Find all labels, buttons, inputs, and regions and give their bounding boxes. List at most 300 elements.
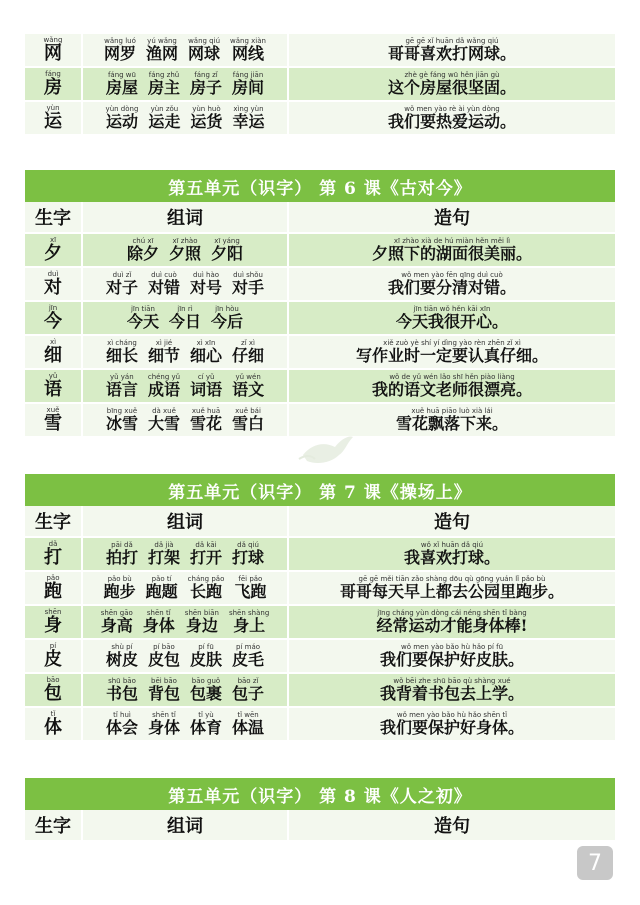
word: 皮肤 [190, 650, 223, 669]
header-sentence: 造句 [287, 506, 615, 536]
char-pinyin: xuě [46, 406, 60, 414]
word-pinyin: xì jié [155, 339, 173, 347]
sentence: 我们要保护好身体。 [379, 718, 524, 737]
word: 语言 [105, 380, 138, 399]
word-item [148, 644, 180, 668]
char-pinyin: jīn [48, 304, 58, 312]
word-pinyin: fáng zǐ [194, 71, 218, 79]
word-item [146, 38, 178, 62]
word: 房屋 [105, 78, 138, 97]
word-pinyin: chú xī [132, 237, 154, 245]
word: 房子 [190, 78, 223, 97]
word: 对号 [190, 278, 223, 297]
sentence: 哥哥每天早上都去公园里跑步。 [339, 582, 564, 601]
word-pinyin: bāo guǒ [191, 677, 221, 685]
word-pinyin: xī zhào [172, 237, 198, 245]
words-cell [81, 34, 287, 66]
words-cell [81, 302, 287, 334]
lesson8-table [25, 778, 615, 842]
char-cell [25, 234, 81, 266]
word: 飞跑 [234, 582, 267, 601]
word: 成语 [147, 380, 180, 399]
word: 包裹 [190, 684, 223, 703]
char-cell [25, 34, 81, 66]
header-words: 组词 [81, 202, 287, 232]
header-words: 组词 [81, 506, 287, 536]
table-row [25, 538, 615, 572]
word-item [106, 644, 138, 668]
word: 身边 [185, 616, 218, 635]
char-pinyin: xī [49, 236, 57, 244]
word: 皮包 [147, 650, 180, 669]
word: 打开 [190, 548, 223, 567]
word: 网线 [232, 44, 265, 63]
char: 对 [44, 277, 62, 298]
word-item [106, 272, 138, 296]
word: 身高 [100, 616, 133, 635]
word: 房间 [232, 78, 265, 97]
word: 身体 [142, 616, 175, 635]
word-item [232, 272, 264, 296]
word-pinyin: tǐ wēn [237, 711, 259, 719]
lesson6-table [25, 170, 615, 438]
word-pinyin: bāo zǐ [237, 677, 259, 685]
sentence: 这个房屋很坚固。 [387, 78, 516, 97]
lesson7-table [25, 474, 615, 742]
word-item [188, 576, 225, 600]
sentence: 我喜欢打球。 [403, 548, 500, 567]
word-item [232, 644, 264, 668]
word-pinyin: dà xuě [152, 407, 176, 415]
word-item [190, 72, 222, 96]
word-item [143, 610, 175, 634]
sentence-cell [287, 102, 615, 134]
word-item [190, 712, 222, 736]
word-pinyin: duì zǐ [112, 271, 132, 279]
sentence-pinyin: wǒ bēi zhe shū bāo qù shàng xué [393, 677, 511, 685]
word: 细节 [147, 346, 180, 365]
word-pinyin: dǎ qiú [237, 541, 259, 549]
lesson8-title: 第五单元（识字） 第 8 课《人之初》 [25, 778, 615, 810]
table-row [25, 370, 615, 404]
sentence-pinyin: jīng cháng yùn dòng cái néng shēn tǐ bàng [377, 609, 527, 617]
word-item [148, 272, 180, 296]
word: 皮毛 [232, 650, 265, 669]
char: 细 [44, 345, 62, 366]
word-pinyin: shēn tǐ [152, 711, 176, 719]
table-row [25, 102, 615, 136]
word-item [190, 340, 222, 364]
word-item [190, 106, 222, 130]
word-pinyin: pǎo bù [107, 575, 132, 583]
word-item [127, 238, 159, 262]
word-pinyin: duì cuò [151, 271, 177, 279]
word-pinyin: chéng yǔ [147, 373, 181, 381]
word: 运走 [148, 112, 181, 131]
table-row [25, 268, 615, 302]
word-pinyin: xì cháng [107, 339, 137, 347]
word-pinyin: yùn dòng [105, 105, 139, 113]
word: 体会 [105, 718, 138, 737]
char-pinyin: yùn [46, 104, 60, 112]
word: 渔网 [146, 44, 179, 63]
header-sentence: 造句 [287, 202, 615, 232]
header-char: 生字 [35, 512, 71, 533]
word-pinyin: shēn tǐ [146, 609, 171, 617]
word-item [106, 106, 139, 130]
word-item [148, 542, 180, 566]
char-cell [25, 336, 81, 368]
char-pinyin: pǎo [46, 574, 60, 582]
word-item [211, 238, 243, 262]
word-pinyin: pǎo tí [151, 575, 172, 583]
word-item [148, 106, 180, 130]
word: 网球 [188, 44, 221, 63]
word-item [232, 340, 264, 364]
char: 夕 [44, 243, 62, 264]
word: 书包 [105, 684, 138, 703]
word-pinyin: shū bāo [108, 677, 136, 685]
char-pinyin: yǔ [48, 372, 58, 380]
char: 网 [44, 43, 62, 64]
table-row [25, 302, 615, 336]
char-cell [25, 102, 81, 134]
word-item [148, 340, 180, 364]
header-char: 生字 [35, 816, 71, 837]
word-pinyin: dǎ jià [154, 541, 174, 549]
word-item [185, 610, 219, 634]
sentence-pinyin: wǒ men yào bǎo hù hǎo pí fū [400, 643, 504, 651]
word-item [190, 678, 222, 702]
words-cell [81, 68, 287, 100]
word: 体育 [190, 718, 223, 737]
sentence: 我们要保护好皮肤。 [379, 650, 524, 669]
word-item [101, 610, 133, 634]
word: 对手 [232, 278, 265, 297]
word-pinyin: jīn hòu [215, 305, 239, 313]
word-item [230, 38, 266, 62]
char: 体 [44, 717, 62, 738]
word-pinyin: yùn zǒu [150, 105, 179, 113]
word-item [190, 542, 222, 566]
char-pinyin: bāo [46, 676, 60, 684]
word: 词语 [190, 380, 223, 399]
word-pinyin: pāi dǎ [111, 541, 133, 549]
word-pinyin: fēi pǎo [238, 575, 263, 583]
table-row [25, 234, 615, 268]
words-cell [81, 102, 287, 134]
word-pinyin: wǎng xiàn [230, 37, 266, 45]
word: 仔细 [232, 346, 265, 365]
table-row [25, 674, 615, 708]
char-cell [25, 572, 81, 604]
word-item [190, 408, 222, 432]
word: 运动 [105, 112, 138, 131]
word: 运货 [190, 112, 223, 131]
word-item [106, 72, 138, 96]
sentence: 我背着书包去上学。 [379, 684, 524, 703]
word: 打架 [147, 548, 180, 567]
lesson6-header-row [25, 202, 615, 234]
word: 跑题 [145, 582, 178, 601]
word-item [169, 238, 201, 262]
sentence-cell [287, 708, 615, 740]
word: 对错 [147, 278, 180, 297]
header-char: 生字 [35, 208, 71, 229]
word: 体温 [232, 718, 265, 737]
header-words: 组词 [81, 810, 287, 840]
word-pinyin: jīn tiān [130, 305, 155, 313]
word-item [211, 306, 243, 330]
word-item [148, 712, 180, 736]
word-pinyin: yú wǎng [147, 37, 177, 45]
char-pinyin: tǐ [50, 710, 56, 718]
header-sentence: 造句 [287, 810, 615, 840]
word-item [106, 542, 138, 566]
char-cell [25, 302, 81, 334]
words-cell [81, 640, 287, 672]
word-pinyin: xuě bái [235, 407, 261, 415]
table-row [25, 34, 615, 68]
char: 包 [44, 683, 62, 704]
char-cell [25, 68, 81, 100]
sentence-pinyin: zhè gè fáng wū hěn jiān gù [404, 71, 500, 79]
word-pinyin: wǎng luó [104, 37, 136, 45]
lesson7-header-row [25, 506, 615, 538]
word-item [127, 306, 159, 330]
word-item [190, 272, 222, 296]
word-pinyin: xuě huā [191, 407, 221, 415]
word: 细长 [105, 346, 138, 365]
word-item [229, 610, 269, 634]
word-pinyin: yǔ wén [235, 373, 261, 381]
word: 包子 [232, 684, 265, 703]
sentence-pinyin: gē gē měi tiān zǎo shàng dōu qù gōng yuán lǐ pǎo bù [358, 575, 546, 583]
char: 跑 [44, 581, 62, 602]
sentence-pinyin: wǒ men yào bǎo hù hǎo shēn tǐ [396, 711, 508, 719]
table-continued [25, 34, 615, 136]
word-item [148, 72, 180, 96]
char-pinyin: wǎng [43, 36, 63, 44]
sentence-pinyin: gē gē xǐ huān dǎ wǎng qiú [405, 37, 499, 45]
word-item [232, 712, 264, 736]
lesson8-header-row [25, 810, 615, 842]
sentence-cell [287, 606, 615, 638]
word-pinyin: pí bāo [153, 643, 175, 651]
word: 雪花 [190, 414, 223, 433]
sentence-cell [287, 640, 615, 672]
word-item [106, 408, 138, 432]
char-cell [25, 674, 81, 706]
words-cell [81, 234, 287, 266]
char: 身 [44, 615, 62, 636]
char: 语 [44, 379, 62, 400]
word: 对子 [105, 278, 138, 297]
word: 背包 [147, 684, 180, 703]
char: 雪 [44, 413, 62, 434]
word: 细心 [190, 346, 223, 365]
sentence-cell [287, 370, 615, 402]
sentence: 哥哥喜欢打网球。 [387, 44, 516, 63]
char-pinyin: xì [49, 338, 57, 346]
sentence-pinyin: jīn tiān wǒ hěn kāi xīn [413, 305, 491, 313]
word-pinyin: duì shǒu [233, 271, 263, 279]
word-pinyin: wǎng qiú [188, 37, 221, 45]
word: 夕照 [168, 244, 201, 263]
char-pinyin: duì [47, 270, 59, 278]
words-cell [81, 572, 287, 604]
sentence: 写作业时一定要认真仔细。 [355, 346, 548, 365]
word: 树皮 [105, 650, 138, 669]
word-item [104, 38, 136, 62]
word-pinyin: shēn gāo [100, 609, 133, 617]
word-item [190, 374, 222, 398]
word: 拍打 [105, 548, 138, 567]
words-cell [81, 370, 287, 402]
word-pinyin: zǐ xì [241, 339, 255, 347]
word: 身上 [233, 616, 266, 635]
sentence: 夕照下的湖面很美丽。 [371, 244, 532, 263]
word-pinyin: dǎ kāi [195, 541, 217, 549]
sentence: 我的语文老师很漂亮。 [371, 380, 532, 399]
sentence-pinyin: xuě huā piāo luò xià lái [411, 407, 493, 415]
word-item [106, 678, 138, 702]
word: 身体 [147, 718, 180, 737]
word: 语文 [232, 380, 265, 399]
sentence-cell [287, 234, 615, 266]
word-item [169, 306, 201, 330]
word-item [148, 678, 180, 702]
word-pinyin: tǐ yù [198, 711, 214, 719]
sentence-cell [287, 336, 615, 368]
word: 除夕 [126, 244, 159, 263]
word-item [232, 374, 264, 398]
words-cell [81, 336, 287, 368]
words-cell [81, 404, 287, 436]
word: 房主 [147, 78, 180, 97]
char-cell [25, 640, 81, 672]
char: 皮 [44, 649, 62, 670]
words-cell [81, 268, 287, 300]
sentence-pinyin: wǒ men yào rè ài yùn dòng [404, 105, 500, 113]
sentence-cell [287, 572, 615, 604]
word-pinyin: shù pí [111, 643, 133, 651]
word-item [106, 712, 138, 736]
char-pinyin: pí [49, 642, 57, 650]
table-row [25, 640, 615, 674]
lesson6-title: 第五单元（识字） 第 6 课《古对今》 [25, 170, 615, 202]
char-cell [25, 606, 81, 638]
table-row [25, 708, 615, 742]
dove-watermark-icon [295, 425, 355, 475]
word-item [106, 340, 138, 364]
sentence: 经常运动才能身体棒! [376, 616, 528, 635]
word: 长跑 [190, 582, 223, 601]
page-number-badge: 7 [577, 846, 613, 880]
lesson7-title: 第五单元（识字） 第 7 课《操场上》 [25, 474, 615, 506]
sentence-cell [287, 674, 615, 706]
word-pinyin: yùn huò [192, 105, 221, 113]
word-item [148, 408, 180, 432]
sentence-pinyin: wǒ xǐ huān dǎ qiú [420, 541, 484, 549]
char-cell [25, 538, 81, 570]
word-item [232, 408, 264, 432]
word-pinyin: fáng jiān [232, 71, 264, 79]
word-pinyin: yǔ yán [109, 373, 134, 381]
word-item [148, 374, 180, 398]
table-row [25, 336, 615, 370]
word: 冰雪 [105, 414, 138, 433]
word: 幸运 [232, 112, 265, 131]
word-item [232, 72, 264, 96]
char-cell [25, 708, 81, 740]
word-item [232, 106, 264, 130]
sentence-pinyin: wǒ men yào fēn qīng duì cuò [401, 271, 503, 279]
sentence-cell [287, 68, 615, 100]
sentence: 雪花飘落下来。 [395, 414, 508, 433]
char-pinyin: shēn [44, 608, 62, 616]
word: 跑步 [103, 582, 136, 601]
sentence-pinyin: wǒ de yǔ wén lǎo shī hěn piào liàng [389, 373, 515, 381]
word-pinyin: jīn rì [177, 305, 193, 313]
sentence: 今天我很开心。 [395, 312, 508, 331]
word: 今日 [168, 312, 201, 331]
char-pinyin: fáng [45, 70, 61, 78]
word: 雪白 [232, 414, 265, 433]
word-item [146, 576, 178, 600]
char-cell [25, 404, 81, 436]
words-cell [81, 538, 287, 570]
word: 夕阳 [211, 244, 244, 263]
sentence-pinyin: xiě zuò yè shí yí dìng yào rèn zhēn zǐ xì [383, 339, 521, 347]
word: 网罗 [104, 44, 137, 63]
word-pinyin: pí fū [198, 643, 214, 651]
char: 今 [44, 311, 62, 332]
word-item [188, 38, 220, 62]
word-pinyin: cí yǔ [197, 373, 215, 381]
word-pinyin: tǐ huì [113, 711, 131, 719]
sentence-cell [287, 268, 615, 300]
char: 房 [44, 77, 62, 98]
word: 今后 [211, 312, 244, 331]
word-pinyin: xì xīn [196, 339, 216, 347]
sentence-cell [287, 302, 615, 334]
word-pinyin: fáng wū [107, 71, 136, 79]
word-pinyin: duì hào [192, 271, 220, 279]
word-item [232, 542, 264, 566]
word: 今天 [126, 312, 159, 331]
word: 大雪 [147, 414, 180, 433]
words-cell [81, 708, 287, 740]
sentence-pinyin: xī zhào xià de hú miàn hěn měi lì [393, 237, 511, 245]
word-pinyin: bīng xuě [106, 407, 138, 415]
char-cell [25, 268, 81, 300]
table-row [25, 606, 615, 640]
word-pinyin: pí máo [236, 643, 261, 651]
word-pinyin: cháng pǎo [187, 575, 225, 583]
word-pinyin: shēn biān [184, 609, 219, 617]
word-pinyin: fáng zhǔ [148, 71, 180, 79]
sentence-cell [287, 538, 615, 570]
char-pinyin: dǎ [48, 540, 58, 548]
sentence: 我们要热爱运动。 [387, 112, 516, 131]
word-item [234, 576, 266, 600]
word-item [232, 678, 264, 702]
word-pinyin: xìng yùn [233, 105, 264, 113]
word-item [190, 644, 222, 668]
char: 打 [44, 547, 62, 568]
table-row [25, 68, 615, 102]
